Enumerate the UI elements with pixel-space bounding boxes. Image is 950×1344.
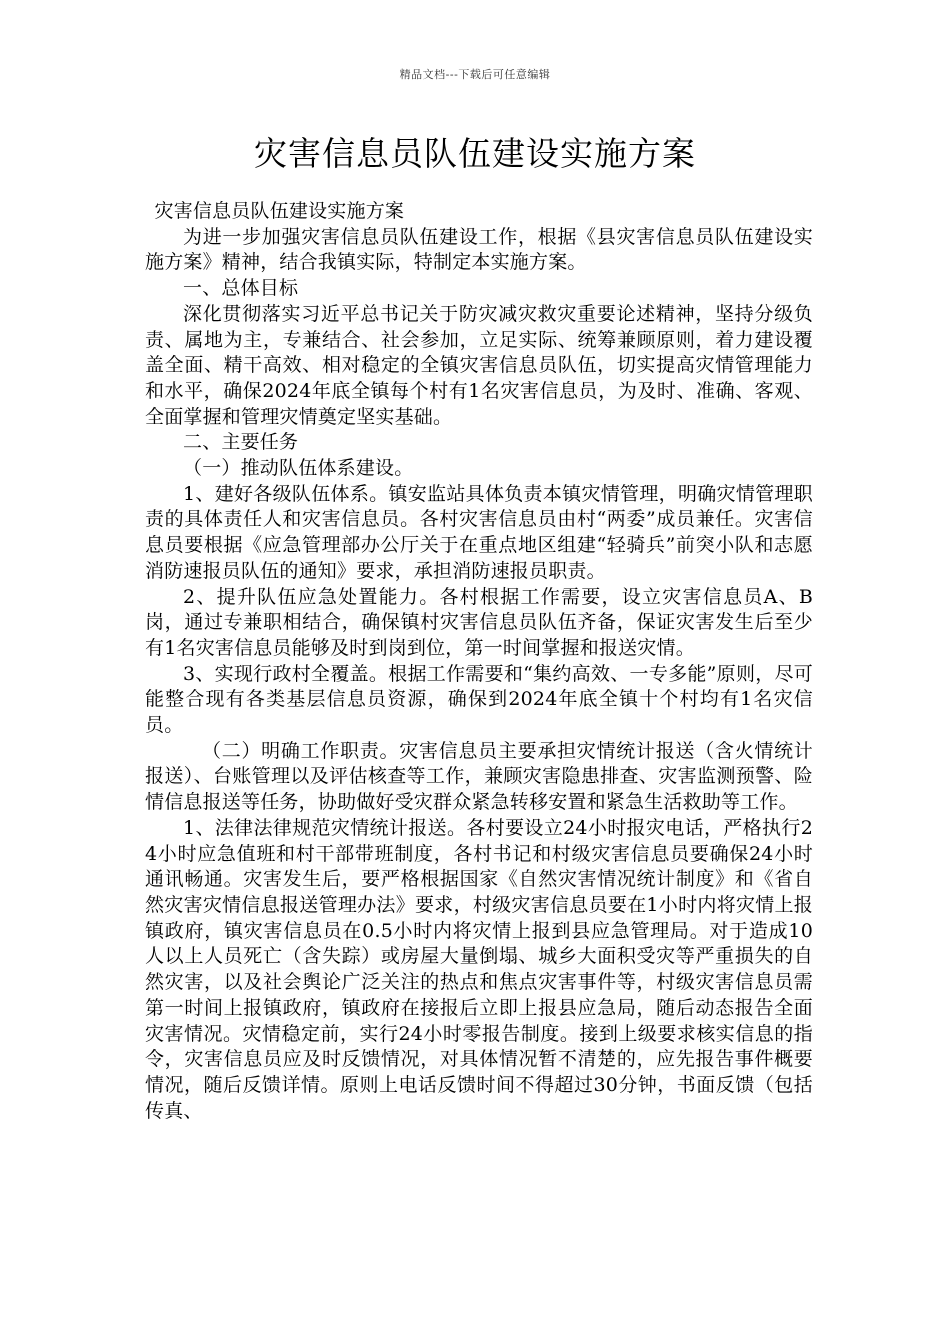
- page-header-note: 精品文档---下载后可任意编辑: [399, 68, 551, 81]
- body-paragraph: 2、提升队伍应急处置能力。各村根据工作需要，设立灾害信息员A、B岗，通过专兼职相结合，确保镇村灾害信息员队伍齐备，保证灾害发生后至少有1名灾害信息员能够及时到岗到位，第一时间掌握和报送灾情。: [145, 585, 813, 659]
- body-paragraph: 1、法律法律规范灾情统计报送。各村要设立24小时报灾电话，严格执行24小时应急值班和村干部带班制度，各村书记和村级灾害信息员要确保24小时通讯畅通。灾害发生后，要严格根据国家《自然灾害情况统计制度》和《省自然灾害灾情信息报送管理办法》要求，村级灾害信息员要在1小时内将灾情上报镇政府，镇灾害信息员在0.5小时内将灾情上报到县应急管理局。对于造成10人以上人员死亡（含失踪）或房屋大量倒塌、城乡大面积受灾等严重损失的自然灾害，以及社会舆论广泛关注的热点和焦点灾害事件等，村级灾害信息员需第一时间上报镇政府，镇政府在接报后立即上报县应急局，随后动态报告全面灾害情况。灾情稳定前，实行24小时零报告制度。接到上级要求核实信息的指令，灾害信息员应及时反馈情况，对具体情况暂不清楚的，应先报告事件概要情况，随后反馈详情。原则上电话反馈时间不得超过30分钟，书面反馈（包括传真、: [145, 816, 813, 1122]
- document-body: [145, 199, 813, 1124]
- section-heading: 二、主要任务: [183, 431, 299, 454]
- body-paragraph: 3、实现行政村全覆盖。根据工作需要和“集约高效、一专多能”原则，尽可能整合现有各类基层信息员资源，确保到2024年底全镇十个村均有1名灾信员。: [145, 662, 813, 737]
- body-paragraph: 灾害信息员队伍建设实施方案: [154, 200, 405, 222]
- document-title: 灾害信息员队伍建设实施方案: [254, 134, 696, 173]
- section-heading: 一、总体目标: [183, 277, 299, 300]
- body-paragraph: 为进一步加强灾害信息员队伍建设工作，根据《县灾害信息员队伍建设实施方案》精神，结合我镇实际，特制定本实施方案。: [145, 225, 813, 274]
- subsection-heading: （一）推动队伍体系建设。: [183, 457, 414, 480]
- body-paragraph: （二）明确工作职责。灾害信息员主要承担灾情统计报送（含火情统计报送）、台账管理以及评估核查等工作，兼顾灾害隐患排查、灾害监测预警、险情信息报送等任务，协助做好受灾群众紧急转移安置和紧急生活救助等工作。: [145, 739, 813, 814]
- body-paragraph: 1、建好各级队伍体系。镇安监站具体负责本镇灾情管理，明确灾情管理职责的具体责任人和灾害信息员。各村灾害信息员由村“两委”成员兼任。灾害信息员要根据《应急管理部办公厅关于在重点地区组建“轻骑兵”前突小队和志愿消防速报员队伍的通知》要求，承担消防速报员职责。: [145, 482, 813, 582]
- body-paragraph: 深化贯彻落实习近平总书记关于防灾减灾救灾重要论述精神，坚持分级负责、属地为主，专兼结合、社会参加，立足实际、统筹兼顾原则，着力建设覆盖全面、精干高效、相对稳定的全镇灾害信息员队伍，切实提高灾情管理能力和水平，确保2024年底全镇每个村有1名灾害信息员，为及时、准确、客观、全面掌握和管理灾情奠定坚实基础。: [145, 302, 813, 428]
